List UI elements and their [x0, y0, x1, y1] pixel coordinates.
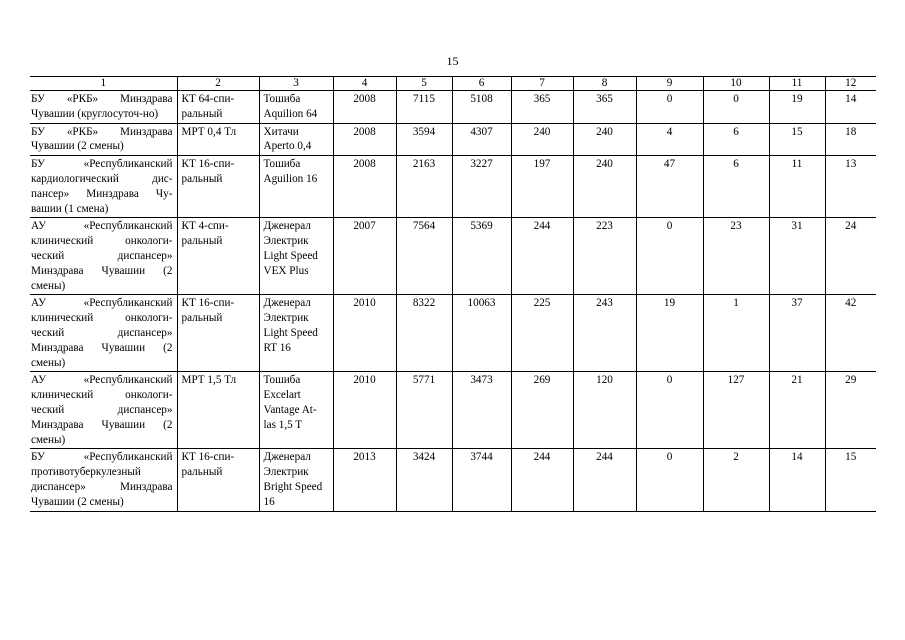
device-type-cell: МРТ 1,5 Тл	[177, 372, 259, 449]
institution-cell: БУ «Республиканский кардиологический дис-пансер» Минздрава Чу-вашии (1 смена)	[30, 156, 177, 218]
value-cell: 11	[769, 156, 825, 218]
value-cell: 24	[825, 218, 876, 295]
column-header: 2	[177, 77, 259, 91]
device-type-cell: КТ 16-спи-ральный	[177, 156, 259, 218]
value-cell: 6	[703, 156, 769, 218]
model-cell: Тошиба Aguilion 16	[259, 156, 333, 218]
value-cell: 7115	[396, 91, 452, 124]
year-cell: 2008	[333, 156, 396, 218]
value-cell: 19	[769, 91, 825, 124]
value-cell: 7564	[396, 218, 452, 295]
column-header: 11	[769, 77, 825, 91]
table-row	[30, 449, 876, 511]
value-cell: 269	[511, 372, 573, 449]
value-cell: 3227	[452, 156, 511, 218]
value-cell: 240	[573, 156, 636, 218]
table-row	[30, 123, 876, 156]
model-cell: Хитачи Aperto 0,4	[259, 123, 333, 156]
value-cell: 0	[703, 91, 769, 124]
value-cell: 244	[573, 449, 636, 511]
value-cell: 2163	[396, 156, 452, 218]
value-cell: 13	[825, 156, 876, 218]
value-cell: 42	[825, 295, 876, 372]
institution-cell: БУ «РКБ» Минздрава Чувашии (круглосуточ-но)	[30, 91, 177, 124]
value-cell: 14	[769, 449, 825, 511]
column-header: 4	[333, 77, 396, 91]
institution-cell: БУ «РКБ» Минздрава Чувашии (2 смены)	[30, 123, 177, 156]
column-header: 8	[573, 77, 636, 91]
institution-cell: АУ «Республиканский клинический онкологи-ческий диспансер» Минздрава Чувашии (2 смены)	[30, 295, 177, 372]
value-cell: 3744	[452, 449, 511, 511]
value-cell: 2	[703, 449, 769, 511]
value-cell: 5108	[452, 91, 511, 124]
value-cell: 1	[703, 295, 769, 372]
value-cell: 18	[825, 123, 876, 156]
year-cell: 2010	[333, 372, 396, 449]
value-cell: 14	[825, 91, 876, 124]
device-type-cell: КТ 16-спи-ральный	[177, 449, 259, 511]
value-cell: 23	[703, 218, 769, 295]
table-row	[30, 295, 876, 372]
column-header: 10	[703, 77, 769, 91]
column-header: 7	[511, 77, 573, 91]
model-cell: Дженерал Электрик Light Speed VEX Plus	[259, 218, 333, 295]
table-header-row	[30, 77, 876, 91]
device-type-cell: КТ 16-спи-ральный	[177, 295, 259, 372]
equipment-table	[30, 76, 876, 512]
value-cell: 29	[825, 372, 876, 449]
value-cell: 4307	[452, 123, 511, 156]
value-cell: 365	[573, 91, 636, 124]
value-cell: 0	[636, 372, 703, 449]
value-cell: 365	[511, 91, 573, 124]
model-cell: Дженерал Электрик Light Speed RT 16	[259, 295, 333, 372]
value-cell: 0	[636, 449, 703, 511]
column-header: 6	[452, 77, 511, 91]
institution-cell: АУ «Республиканский клинический онкологи-ческий диспансер» Минздрава Чувашии (2 смены)	[30, 372, 177, 449]
table-row	[30, 372, 876, 449]
model-cell: Тошиба Excelart Vantage At-las 1,5 T	[259, 372, 333, 449]
model-cell: Тошиба Aquilion 64	[259, 91, 333, 124]
device-type-cell: КТ 64-спи-ральный	[177, 91, 259, 124]
value-cell: 0	[636, 218, 703, 295]
value-cell: 120	[573, 372, 636, 449]
table-row	[30, 218, 876, 295]
value-cell: 19	[636, 295, 703, 372]
value-cell: 47	[636, 156, 703, 218]
value-cell: 10063	[452, 295, 511, 372]
value-cell: 31	[769, 218, 825, 295]
value-cell: 0	[636, 91, 703, 124]
value-cell: 3424	[396, 449, 452, 511]
value-cell: 8322	[396, 295, 452, 372]
value-cell: 240	[511, 123, 573, 156]
year-cell: 2008	[333, 123, 396, 156]
table-row	[30, 156, 876, 218]
column-header: 5	[396, 77, 452, 91]
value-cell: 244	[511, 218, 573, 295]
device-type-cell: КТ 4-спи-ральный	[177, 218, 259, 295]
institution-cell: АУ «Республиканский клинический онкологи-ческий диспансер» Минздрава Чувашии (2 смены)	[30, 218, 177, 295]
value-cell: 5369	[452, 218, 511, 295]
year-cell: 2008	[333, 91, 396, 124]
value-cell: 243	[573, 295, 636, 372]
device-type-cell: МРТ 0,4 Тл	[177, 123, 259, 156]
value-cell: 15	[769, 123, 825, 156]
value-cell: 21	[769, 372, 825, 449]
column-header: 9	[636, 77, 703, 91]
value-cell: 127	[703, 372, 769, 449]
value-cell: 197	[511, 156, 573, 218]
value-cell: 3473	[452, 372, 511, 449]
model-cell: Дженерал Электрик Bright Speed 16	[259, 449, 333, 511]
value-cell: 3594	[396, 123, 452, 156]
value-cell: 4	[636, 123, 703, 156]
column-header: 1	[30, 77, 177, 91]
value-cell: 240	[573, 123, 636, 156]
value-cell: 223	[573, 218, 636, 295]
page-number: 15	[446, 54, 459, 68]
column-header: 12	[825, 77, 876, 91]
institution-cell: БУ «Республиканский противотуберкулезный диспансер» Минздрава Чувашии (2 смены)	[30, 449, 177, 511]
column-header: 3	[259, 77, 333, 91]
value-cell: 37	[769, 295, 825, 372]
value-cell: 6	[703, 123, 769, 156]
year-cell: 2010	[333, 295, 396, 372]
table-row	[30, 91, 876, 124]
year-cell: 2007	[333, 218, 396, 295]
value-cell: 244	[511, 449, 573, 511]
year-cell: 2013	[333, 449, 396, 511]
value-cell: 5771	[396, 372, 452, 449]
value-cell: 15	[825, 449, 876, 511]
value-cell: 225	[511, 295, 573, 372]
